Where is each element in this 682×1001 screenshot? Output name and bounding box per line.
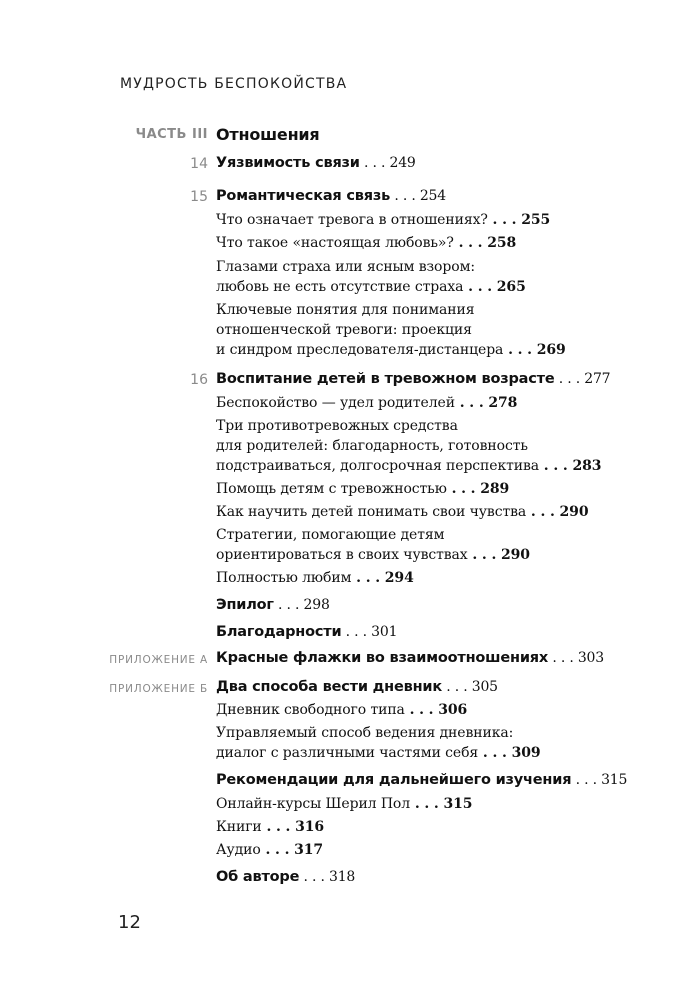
entry-title: Два способа вести дневник <box>216 679 442 695</box>
entry-page: . . . 316 <box>261 819 325 835</box>
entry-text: Полностью любим <box>216 570 352 586</box>
chapter-number: 15 <box>190 189 208 205</box>
entry-page: . . . 269 <box>503 342 566 358</box>
entry-text: Три противотревожных средства <box>216 418 458 434</box>
toc-subentry-line[interactable] <box>216 527 444 543</box>
entry-text: Беспокойство — удел родителей <box>216 395 455 411</box>
toc-subentry-line[interactable] <box>216 302 474 318</box>
entry-page: . . . 309 <box>478 745 541 761</box>
entry-page: . . . 283 <box>539 458 602 474</box>
part-title[interactable]: Отношения <box>216 125 320 144</box>
entry-text: Что такое «настоящая любовь»? <box>216 235 454 251</box>
toc-subentry[interactable] <box>216 819 324 835</box>
entry-title: Красные флажки во взаимоотношениях <box>216 650 549 666</box>
entry-page: . . . 318 <box>299 869 356 885</box>
entry-page: . . . 315 <box>571 772 628 788</box>
toc-subentry[interactable] <box>216 547 530 563</box>
toc-subentry[interactable] <box>216 842 323 858</box>
toc-entry-about-author[interactable] <box>216 869 355 885</box>
part-label: ЧАСТЬ III <box>135 127 208 142</box>
toc-subentry-line[interactable] <box>216 438 528 454</box>
entry-title: Романтическая связь <box>216 188 391 204</box>
toc-entry-appendix-b[interactable] <box>216 679 498 695</box>
toc-subentry-line[interactable] <box>216 322 472 338</box>
entry-title: Об авторе <box>216 869 300 885</box>
entry-page: . . . 254 <box>390 188 446 204</box>
entry-text: Помощь детям с тревожностью <box>216 481 447 497</box>
entry-page: . . . 289 <box>446 481 510 497</box>
chapter-number: 14 <box>190 156 208 172</box>
toc-entry-ch15[interactable] <box>216 188 446 204</box>
entry-title: Благодарности <box>216 624 342 640</box>
entry-title: Эпилог <box>216 597 274 613</box>
entry-title: Воспитание детей в тревожном возрасте <box>216 371 555 387</box>
entry-text: любовь не есть отсутствие страха <box>216 279 464 295</box>
toc-subentry[interactable] <box>216 570 414 586</box>
entry-text: Книги <box>216 819 262 835</box>
entry-text: диалог с различными частями себя <box>216 745 479 761</box>
page-number: 12 <box>118 912 141 933</box>
toc-entry-ch16[interactable] <box>216 371 610 387</box>
appendix-label: ПРИЛОЖЕНИЕ А <box>109 654 208 666</box>
toc-subentry[interactable] <box>216 745 541 761</box>
toc-subentry[interactable] <box>216 235 516 251</box>
entry-text: Глазами страха или ясным взором: <box>216 259 475 275</box>
toc-subentry[interactable] <box>216 279 526 295</box>
toc-subentry[interactable] <box>216 481 509 497</box>
entry-text: ориентироваться в своих чувствах <box>216 547 468 563</box>
toc-subentry[interactable] <box>216 395 517 411</box>
entry-page: . . . 317 <box>260 842 324 858</box>
entry-page: . . . 305 <box>442 679 498 695</box>
toc-entry-epilogue[interactable] <box>216 597 330 613</box>
entry-text: и синдром преследователя-дистанцера <box>216 342 504 358</box>
entry-page: . . . 258 <box>453 235 517 251</box>
entry-text: Стратегии, помогающие детям <box>216 527 445 543</box>
entry-page: . . . 294 <box>351 570 414 586</box>
entry-page: . . . 277 <box>554 371 611 387</box>
entry-title: Уязвимость связи <box>216 155 360 171</box>
entry-text: Как научить детей понимать свои чувства <box>216 504 527 520</box>
entry-text: отношенческой тревоги: проекция <box>216 322 472 338</box>
entry-text: подстраиваться, долгосрочная перспектива <box>216 458 540 474</box>
entry-title: Рекомендации для дальнейшего изучения <box>216 772 572 788</box>
toc-subentry[interactable] <box>216 504 588 520</box>
entry-page: . . . 265 <box>463 279 526 295</box>
toc-subentry-line[interactable] <box>216 725 513 741</box>
entry-text: Аудио <box>216 842 261 858</box>
entry-page: . . . 249 <box>359 155 416 171</box>
toc-subentry[interactable] <box>216 796 472 812</box>
toc-subentry-line[interactable] <box>216 259 475 275</box>
entry-page: . . . 290 <box>467 547 530 563</box>
entry-page: . . . 315 <box>410 796 473 812</box>
toc-entry-thanks[interactable] <box>216 624 397 640</box>
entry-text: Что означает тревога в отношениях? <box>216 212 488 228</box>
entry-text: Управляемый способ ведения дневника: <box>216 725 514 741</box>
entry-text: Ключевые понятия для понимания <box>216 302 475 318</box>
running-head: МУДРОСТЬ БЕСПОКОЙСТВА <box>120 76 348 92</box>
toc-subentry[interactable] <box>216 458 601 474</box>
entry-text: для родителей: благодарность, готовность <box>216 438 528 454</box>
entry-page: . . . 255 <box>487 212 551 228</box>
toc-entry-recommendations[interactable] <box>216 772 627 788</box>
entry-page: . . . 298 <box>273 597 330 613</box>
appendix-label: ПРИЛОЖЕНИЕ Б <box>109 683 208 695</box>
entry-text: Дневник свободного типа <box>216 702 405 718</box>
entry-page: . . . 301 <box>341 624 398 640</box>
toc-subentry[interactable] <box>216 702 467 718</box>
toc-entry-appendix-a[interactable] <box>216 650 604 666</box>
chapter-number: 16 <box>190 372 208 388</box>
entry-page: . . . 306 <box>404 702 468 718</box>
entry-page: . . . 290 <box>526 504 589 520</box>
toc-subentry-line[interactable] <box>216 418 458 434</box>
toc-entry-ch14[interactable] <box>216 155 416 171</box>
toc-subentry[interactable] <box>216 342 566 358</box>
entry-page: . . . 278 <box>454 395 518 411</box>
entry-text: Онлайн-курсы Шерил Пол <box>216 796 411 812</box>
entry-page: . . . 303 <box>548 650 604 666</box>
toc-subentry[interactable] <box>216 212 550 228</box>
